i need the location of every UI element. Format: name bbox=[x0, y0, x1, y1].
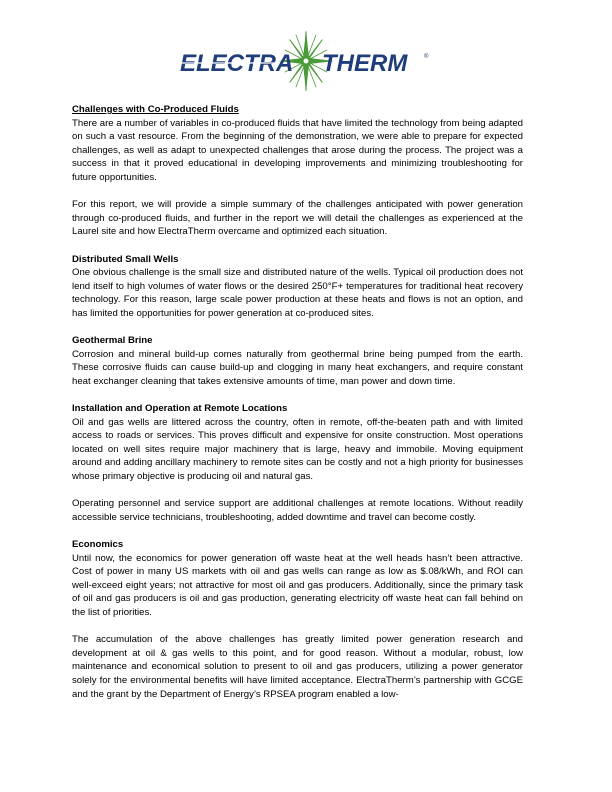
section-co-produced-fluids bbox=[72, 103, 523, 239]
paragraph: Corrosion and mineral build-up comes naturally from geothermal brine being pumped from the earth. These corrosive fluids can cause build-up and clogging in many heat exchangers, and require constant heat exchanger cleaning that takes extensive amounts of time, man power and down time. bbox=[72, 348, 523, 387]
section-heading: Challenges with Co-Produced Fluids bbox=[72, 104, 239, 115]
section-heading: Installation and Operation at Remote Locations bbox=[72, 403, 288, 415]
section-distributed-small-wells bbox=[72, 253, 523, 321]
paragraph: There are a number of variables in co-produced fluids that have limited the technology from being adapted on such a vast resource. From the beginning of the demonstration, we were able to prepare for expected challenges, as well as adapt to unexpected challenges that arose during the process. The project was a success in that it proved educational in developing improvements and minimizing troubleshooting for future opportunities. bbox=[72, 117, 523, 183]
section-economics bbox=[72, 538, 523, 701]
paragraph: The accumulation of the above challenges has greatly limited power generation research and development at oil & gas wells to this point, and for good reason. Without a modular, robust, low maintenance and economical solution to present to oil and gas producers, utilizing a power generator solely for the environmental benefits will have limited acceptance. ElectraTherm’s partnership with GCGE and the grant by the Department of Energy’s RPSEA program enabled a low- bbox=[72, 634, 523, 700]
section-heading: Distributed Small Wells bbox=[72, 253, 179, 265]
document-body bbox=[72, 103, 523, 701]
paragraph: For this report, we will provide a simple summary of the challenges anticipated with power generation through co-produced fluids, and further in the report we will detail the challenges as experienced at the Laurel site and how ElectraTherm overcame and optimized each situation. bbox=[72, 199, 523, 238]
paragraph: Until now, the economics for power generation off waste heat at the well heads hasn’t been attractive. Cost of power in many US markets with oil and gas wells can range as low as $.08/kWh, and ROI can well-exceed eight years; not attractive for most oil and gas producers. Additionally, since the primary task of oil and gas producers is oil and gas production, generating electricity off waste heat can fall behind on the list of priorities. bbox=[72, 552, 523, 618]
section-heading: Economics bbox=[72, 539, 124, 550]
logo-right-text: THERM bbox=[322, 50, 408, 77]
electratherm-logo bbox=[172, 30, 440, 92]
paragraph: One obvious challenge is the small size and distributed nature of the wells. Typical oil production does not lend itself to high volumes of water flows or the desired 250°F+ temperatures for traditional heat recovery technology. For this reason, large scale power production at these heats and flows is not an option, and has limited the opportunities for power generation at co-produced sites. bbox=[72, 267, 523, 319]
section-heading: Geothermal Brine bbox=[72, 335, 153, 347]
section-geothermal-brine bbox=[72, 334, 523, 388]
paragraph: Oil and gas wells are littered across the country, often in remote, off-the-beaten path and with limited access to roads or services. This proves difficult and expensive for onsite construction. Most operations located on well sites require major machinery that is large, heavy and immobile. Moving equipment around and adding ancillary machinery to remote sites can be costly and not a high priority for businesses whose primary objective is producing oil and natural gas. bbox=[72, 416, 523, 483]
paragraph: Operating personnel and service support are additional challenges at remote locations. Without readily accessible service technicians, troubleshooting, added downtime and travel can become costly. bbox=[72, 498, 523, 523]
section-remote-locations bbox=[72, 402, 523, 524]
logo-trademark: ® bbox=[424, 54, 429, 60]
starburst-icon bbox=[172, 30, 440, 92]
logo-left-text: ELECTRA bbox=[180, 50, 294, 77]
